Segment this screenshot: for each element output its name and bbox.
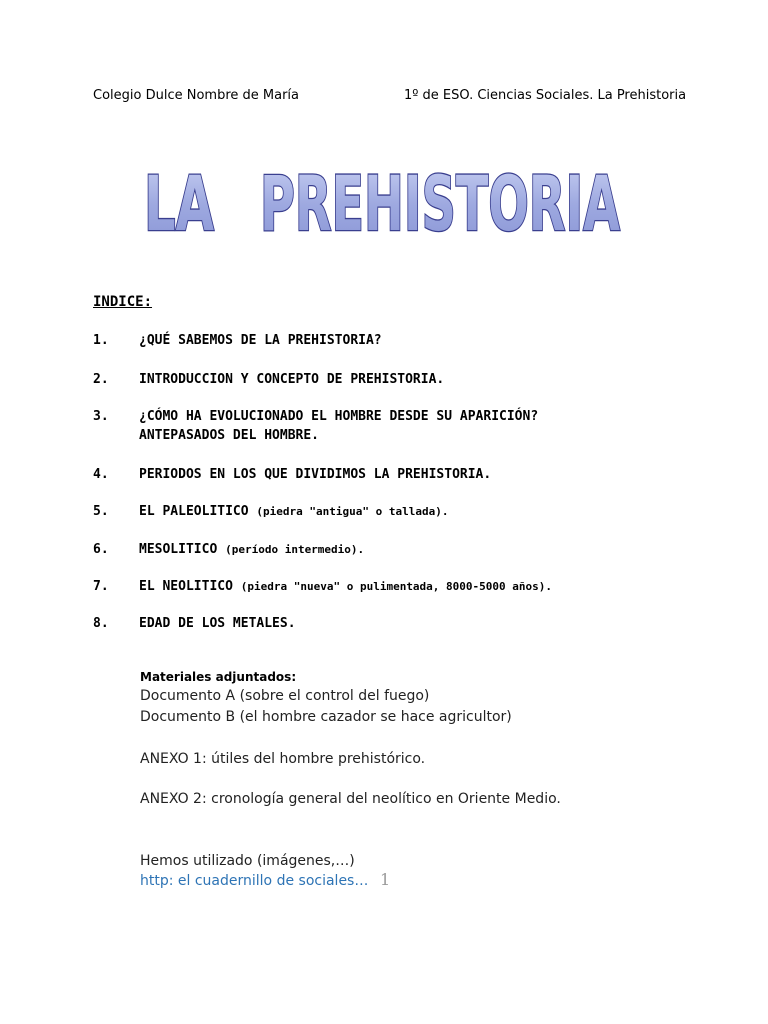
item-detail: (período intermedio).: [225, 543, 365, 556]
item-text: [139, 504, 448, 519]
item-text: ¿CÓMO HA EVOLUCIONADO EL HOMBRE DESDE SU APARICIÓN?: [139, 409, 539, 424]
annex-1: ANEXO 1: útiles del hombre prehistórico.: [140, 751, 426, 767]
item-detail: (piedra "nueva" o pulimentada, 8000-5000 años).: [240, 580, 553, 593]
title-word-la: LA: [144, 160, 214, 249]
sources-link[interactable]: http: el cuadernillo de sociales…: [140, 873, 369, 889]
annex-2: ANEXO 2: cronología general del neolítico en Oriente Medio.: [140, 791, 561, 807]
item-number: 2.: [93, 372, 109, 387]
title-word-prehistoria: PREHISTORIA: [260, 160, 620, 249]
course-name: 1º de ESO. Ciencias Sociales. La Prehistoria: [404, 88, 687, 103]
item-text: ¿QUÉ SABEMOS DE LA PREHISTORIA?: [139, 333, 382, 348]
item-number: 1.: [93, 333, 109, 348]
item-text: INTRODUCCION Y CONCEPTO DE PREHISTORIA.: [139, 372, 445, 387]
item-number: 8.: [93, 616, 109, 631]
page-number: 1: [380, 870, 391, 889]
item-detail: (piedra "antigua" o tallada).: [256, 505, 449, 518]
item-number: 4.: [93, 467, 109, 482]
item-title: EL PALEOLITICO: [139, 504, 257, 519]
item-number: 3.: [93, 409, 109, 424]
materials-title: Materiales adjuntados:: [140, 670, 297, 684]
item-number: 5.: [93, 504, 109, 519]
document-b: Documento B (el hombre cazador se hace agricultor): [140, 709, 512, 725]
item-text: EDAD DE LOS METALES.: [139, 616, 296, 631]
item-title: EL NEOLITICO: [139, 579, 241, 594]
document-title: [140, 148, 630, 248]
item-text: [139, 542, 364, 557]
sources-note: Hemos utilizado (imágenes,…): [140, 853, 355, 869]
school-name: Colegio Dulce Nombre de María: [93, 88, 300, 103]
document-a: Documento A (sobre el control del fuego): [140, 688, 430, 704]
title-wordart: [140, 148, 630, 248]
item-number: 7.: [93, 579, 109, 594]
item-text-line2: ANTEPASADOS DEL HOMBRE.: [139, 428, 320, 443]
item-number: 6.: [93, 542, 109, 557]
item-text: PERIODOS EN LOS QUE DIVIDIMOS LA PREHISTORIA.: [139, 467, 492, 482]
item-text: [139, 579, 552, 594]
item-title: MESOLITICO: [139, 542, 226, 557]
index-heading: INDICE:: [93, 294, 153, 310]
